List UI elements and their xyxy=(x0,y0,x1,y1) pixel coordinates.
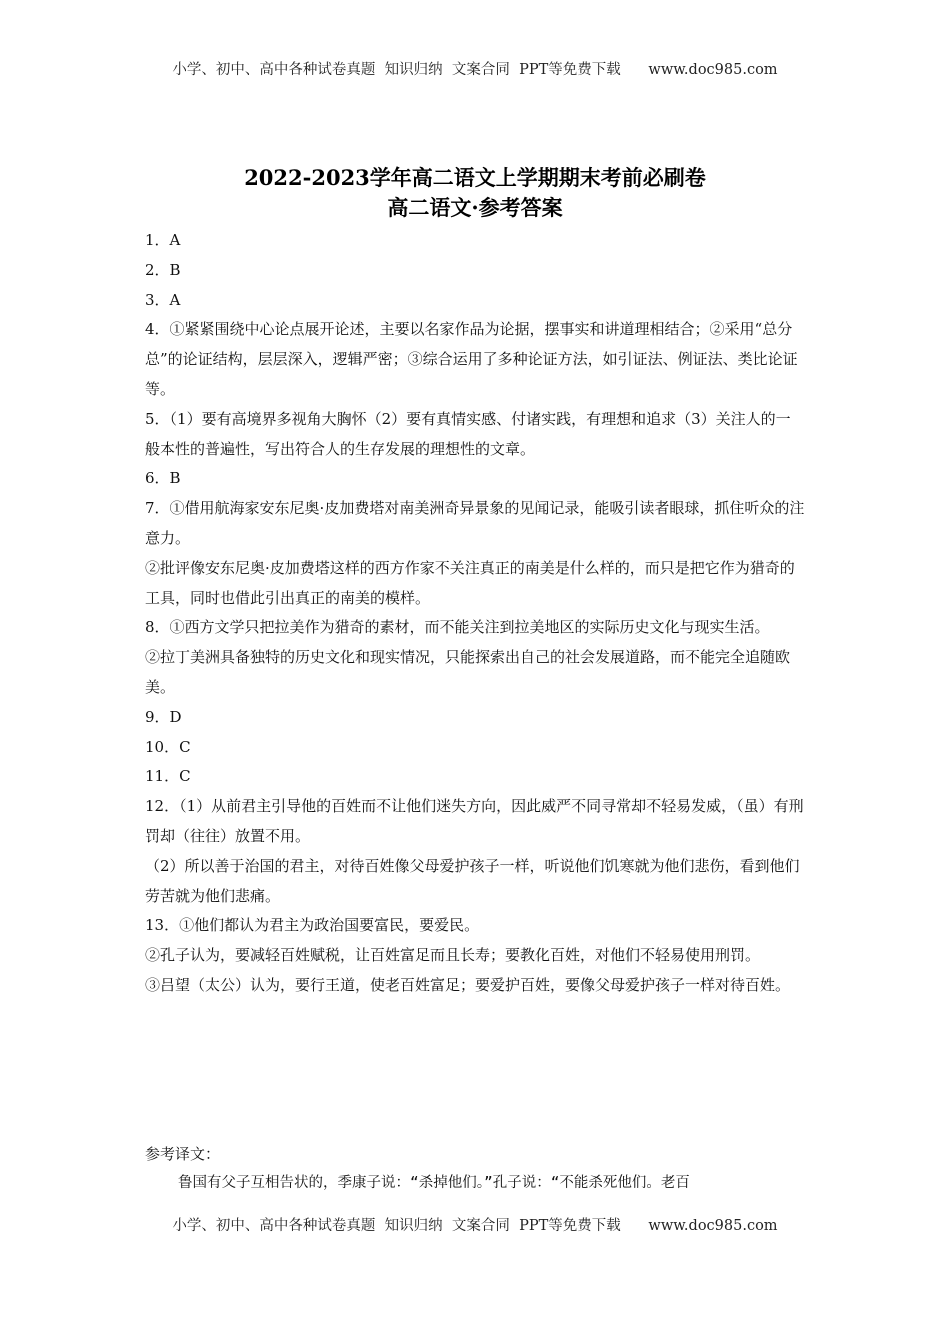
exam-title: 2022-2023学年高二语文上学期期末考前必刷卷 xyxy=(244,165,706,190)
answer-key-title: 高二语文·参考答案 xyxy=(387,195,563,220)
answer-item: 1．A xyxy=(145,231,181,249)
answer-item: ②拉丁美洲具备独特的历史文化和现实情况，只能探索出自己的社会发展道路，而不能完全追随欧美。 xyxy=(145,648,791,696)
answer-list xyxy=(145,226,805,1001)
reference-text: 鲁国有父子互相告状的，季康子说：“杀掉他们。”孔子说：“不能杀死他们。老百 xyxy=(178,1175,690,1191)
answer-item: （2）所以善于治国的君主，对待百姓像父母爱护孩子一样，听说他们饥寒就为他们悲伤，看到他们劳苦就为他们悲痛。 xyxy=(145,856,800,905)
page-header: 小学、初中、高中各种试卷真题 知识归纳 文案合同 PPT等免费下载 www.doc985.com xyxy=(172,62,778,78)
answer-item: 6．B xyxy=(145,469,181,488)
answer-item: 5．（1）要有高境界多视角大胸怀（2）要有真情实感、付诸实践，有理想和追求（3）关注人的一般本性的普遍性，写出符合人的生存发展的理想性的文章。 xyxy=(145,409,791,458)
answer-item: 4．①紧紧围绕中心论点展开论述，主要以名家作品为论据，摆事实和讲道理相结合；②采用“总分总”的论证结构，层层深入，逻辑严密；③综合运用了多种论证方法，如引证法、例证法、类比论证等。 xyxy=(145,320,798,398)
answer-item: 9．D xyxy=(145,707,182,726)
answer-item: 3．A xyxy=(145,290,181,309)
answer-item: 2．B xyxy=(145,260,181,279)
answer-item: 10．C xyxy=(145,737,191,756)
answer-item: ③吕望（太公）认为，要行王道，使老百姓富足；要爱护百姓，要像父母爱护孩子一样对待百姓。 xyxy=(145,975,791,994)
answer-item: 13．①他们都认为君主为政治国要富民，要爱民。 xyxy=(145,916,480,935)
reference-label: 参考译文： xyxy=(145,1145,221,1163)
answer-item: ②孔子认为，要减轻百姓赋税，让百姓富足而且长寿；要教化百姓，对他们不轻易使用刑罚。 xyxy=(145,946,761,965)
answer-item: 11．C xyxy=(145,767,191,786)
answer-item: 12．（1）从前君主引导他的百姓而不让他们迷失方向，因此威严不同寻常却不轻易发威，（虽）有刑罚却（往往）放置不用。 xyxy=(145,797,804,845)
answer-item: ②批评像安东尼奥·皮加费塔这样的西方作家不关注真正的南美是什么样的，而只是把它作为猎奇的工具，同时也借此引出真正的南美的模样。 xyxy=(145,558,795,607)
page-footer: 小学、初中、高中各种试卷真题 知识归纳 文案合同 PPT等免费下载 www.doc985.com xyxy=(172,1218,778,1234)
answer-item: 7．①借用航海家安东尼奥·皮加费塔对南美洲奇异景象的见闻记录，能吸引读者眼球，抓住听众的注意力。 xyxy=(145,499,805,547)
answer-item: 8．①西方文学只把拉美作为猎奇的素材，而不能关注到拉美地区的实际历史文化与现实生活。 xyxy=(145,618,770,637)
